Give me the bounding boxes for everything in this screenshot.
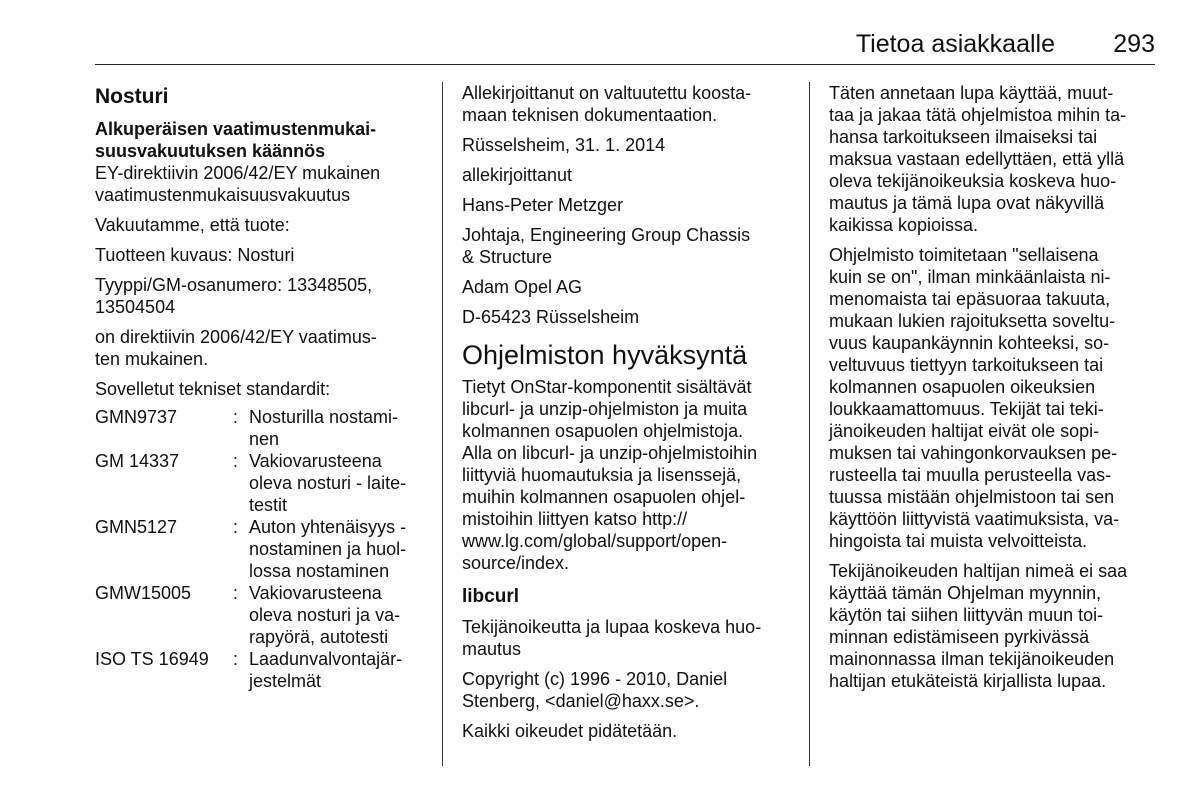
paragraph: Tyyppi/GM-osanumero: 13348505, 13504504 [95, 275, 373, 317]
paragraph: Täten annetaan lupa käyttää, muut- taa ja jakaa tätä ohjelmistoa mihin ta- hansa tarkoitukseen ilmaiseksi tai maksua vastaan edellyttäen, että yllä oleva tekijänoikeuksia koskeva huo- mautus ja tämä lupa ovat näkyvillä kaikissa kopioissa. [829, 83, 1127, 235]
separator: : [233, 583, 239, 603]
paragraph: Hans-Peter Metzger [462, 195, 624, 215]
paragraph: Tekijänoikeutta ja lupaa koskeva huo- mautus [462, 617, 762, 659]
separator: : [233, 407, 239, 427]
paragraph: Ohjelmisto toimitetaan "sellaisena kuin se on", ilman minkäänlaista ni- menomaista tai epäsuoraa takuuta, mukaan lukien rajoituksetta soveltu- vuus kaupankäynnin kohteeksi, so- veltuvuus tiettyyn tarkoitukseen tai kolmannen osapuolen oikeuksien loukkaamattomuus. Tekijät tai teki- jänoikeuden haltijat eivät ole sopi- muksen tai vahingonkorvauksen pe- rusteella tai muulla perusteella vas- tuussa mistään ohjelmistoon tai sen käyttöön liittyvistä vaatimuksista, va- hingoista tai muista velvoitteista. [829, 245, 1120, 551]
column-divider [809, 82, 810, 766]
table-row [95, 516, 406, 582]
paragraph: D-65423 Rüsselsheim [462, 307, 640, 327]
column-middle [462, 82, 792, 750]
paragraph: Sovelletut tekniset standardit: [95, 379, 331, 399]
standard-code: GM 14337 [95, 451, 180, 471]
paragraph: Adam Opel AG [462, 277, 583, 297]
standard-desc: Nosturilla nostami- nen [249, 407, 399, 449]
separator: : [233, 451, 239, 471]
standard-desc: Laadunvalvontajär- jestelmät [249, 649, 403, 691]
standard-desc: Vakiovarusteena oleva nosturi - laite- testit [249, 451, 407, 515]
paragraph: Vakuutamme, että tuote: [95, 215, 290, 235]
standard-code: ISO TS 16949 [95, 649, 209, 669]
paragraph: Allekirjoittanut on valtuutettu koosta- maan teknisen dokumentaation. [462, 83, 752, 125]
page-number: 293 [1113, 30, 1155, 58]
paragraph: Tietyt OnStar-komponentit sisältävät libcurl- ja unzip-ohjelmiston ja muita kolmannen osapuolen ohjelmistoja. Alla on libcurl- ja unzip-ohjelmistoihin liittyviä huomautuksia ja lisenssejä, muihin kolmannen osapuolen ohjel- mistoihin liittyen katso http:// www.lg.com/global/support/open- source/index. [462, 377, 758, 573]
paragraph: Tuotteen kuvaus: Nosturi [95, 245, 295, 265]
section-heading: Ohjelmiston hyväksyntä [462, 340, 748, 370]
column-divider [442, 82, 443, 766]
section-heading: Nosturi [95, 85, 169, 108]
standard-code: GMN5127 [95, 517, 178, 537]
paragraph: allekirjoittanut [462, 165, 573, 185]
standards-table [95, 406, 406, 692]
table-row [95, 582, 406, 648]
paragraph: Tekijänoikeuden haltijan nimeä ei saa käyttää tämän Ohjelman myynnin, käytön tai siihen liittyvän muun toi- minnan edistämiseen pyrkivässä mainonnassa ilman tekijänoikeuden haltijan etukäteistä kirjallista lupaa. [829, 561, 1128, 691]
standard-code: GMN9737 [95, 407, 178, 427]
paragraph: on direktiivin 2006/42/EY vaatimus- ten mukainen. [95, 327, 377, 369]
subheading: Alkuperäisen vaatimustenmukai- suusvakuutuksen käännös [95, 119, 377, 161]
standard-desc: Auton yhtenäisyys - nostaminen ja huol- lossa nostaminen [249, 517, 407, 581]
paragraph: Rüsselsheim, 31. 1. 2014 [462, 135, 666, 155]
table-row [95, 450, 406, 516]
column-right [829, 82, 1159, 700]
paragraph: Copyright (c) 1996 - 2010, Daniel Stenberg, <daniel@haxx.se>. [462, 669, 728, 711]
standard-desc: Vakiovarusteena oleva nosturi ja va- rapyörä, autotesti [249, 583, 401, 647]
page-header [95, 28, 1155, 65]
subsection-heading: libcurl [462, 586, 520, 607]
paragraph: EY-direktiivin 2006/42/EY mukainen vaatimustenmukaisuusvakuutus [95, 163, 381, 205]
table-row [95, 406, 406, 450]
page-header-title: Tietoa asiakkaalle [855, 30, 1055, 58]
column-left [95, 82, 425, 692]
standard-code: GMW15005 [95, 583, 192, 603]
separator: : [233, 517, 239, 537]
paragraph: Kaikki oikeudet pidätetään. [462, 721, 678, 741]
separator: : [233, 649, 239, 669]
table-row [95, 648, 406, 692]
paragraph: Johtaja, Engineering Group Chassis & Structure [462, 225, 751, 267]
